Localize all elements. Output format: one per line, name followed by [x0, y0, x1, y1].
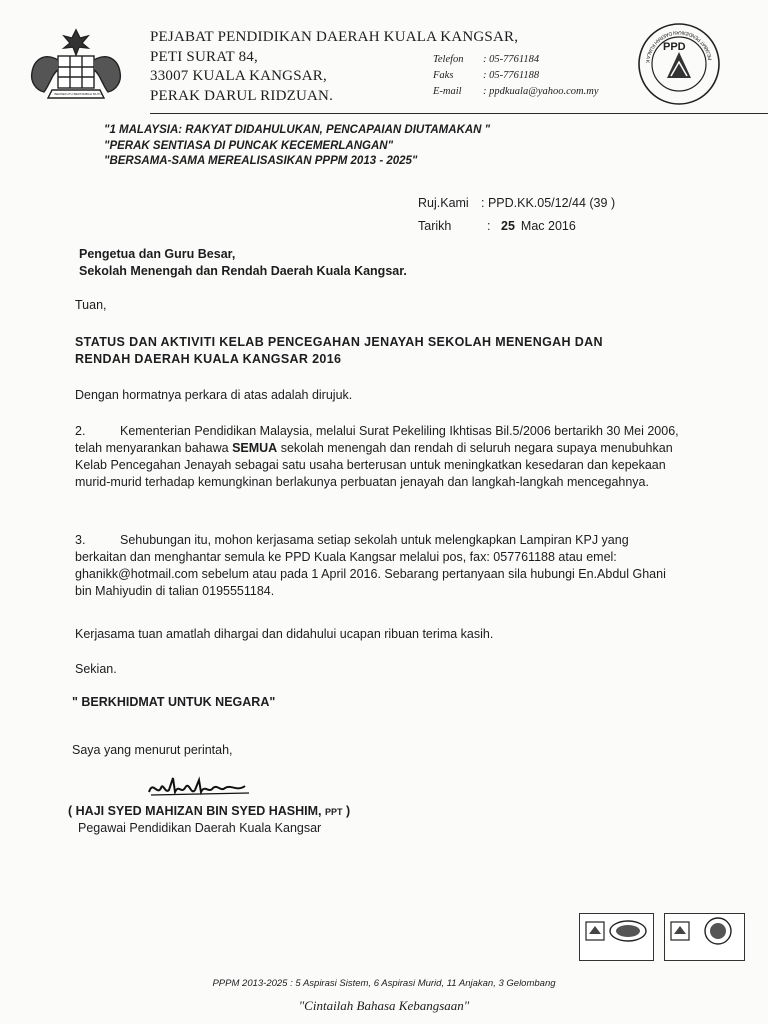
closing-sekian: Sekian.: [75, 662, 117, 676]
contact-label: E-mail: [433, 86, 462, 97]
date-separator: :: [487, 219, 491, 233]
contact-label: Telefon: [433, 54, 464, 65]
addressee-line: Pengetua dan Guru Besar,: [79, 247, 236, 261]
thanks-line: Kerjasama tuan amatlah dihargai dan didahului ucapan ribuan terima kasih.: [75, 627, 494, 641]
paragraph-3: [75, 532, 681, 600]
footer-slogan: "Cintailah Bahasa Kebangsaan": [298, 998, 470, 1013]
malaysia-crest-icon: [22, 26, 130, 106]
letter-subject: [75, 334, 681, 368]
addressee-line: Sekolah Menengah dan Rendah Daerah Kuala Kangsar.: [79, 263, 407, 278]
ppd-logo-ring-text: PEJABAT PENDIDIKAN DAERAH KUALA K: [643, 28, 714, 64]
office-line: PETI SURAT 84,: [150, 48, 258, 65]
reference-block: [418, 192, 615, 238]
contact-value: : ppdkuala@yahoo.com.my: [483, 86, 599, 97]
contact-phone: [433, 52, 599, 68]
signatory-name-text: ( HAJI SYED MAHIZAN BIN SYED HASHIM,: [68, 804, 322, 818]
paragraph-text: Kementerian Pendidikan Malaysia, melalui Surat Pekeliling Ikhtisas Bil.5/2006 bertarikh 30 Mei 2006, telah menyarankan bahawa: [75, 424, 679, 455]
reference-row: [418, 192, 615, 215]
paragraph-2: [75, 423, 681, 491]
certification-badge-2: [664, 913, 745, 961]
crest-motto: BERSEKUTU BERTAMBAH MUTU: [54, 92, 102, 96]
saya-line: Saya yang menurut perintah,: [72, 743, 233, 757]
motto-line: "BERSAMA-SAMA MEREALISASIKAN PPPM 2013 - 2025": [104, 155, 418, 167]
paragraph-number: 3.: [75, 533, 86, 547]
contact-label: Faks: [433, 70, 454, 81]
motto-line: "1 MALAYSIA: RAKYAT DIDAHULUKAN, PENCAPAIAN DIUTAMAKAN ": [104, 124, 491, 136]
paragraph-number: 2.: [75, 424, 86, 438]
contact-value: : 05-7761188: [483, 70, 540, 81]
service-slogan: " BERKHIDMAT UNTUK NEGARA": [72, 695, 276, 709]
motto-line: "PERAK SENTIASA DI PUNCAK KECEMERLANGAN": [104, 139, 394, 152]
date-day: 25: [501, 219, 515, 233]
date-row: [418, 215, 615, 238]
paragraph-text: sekolah menengah dan rendah di seluruh negara supaya menubuhkan Kelab Pencegahan Jenayah sebagai satu usaha berterusan untuk meningkatkan kesedaran dan kepekaan murid-murid terhadap kemungkinan berlakunya perbuatan jenayah dan langkah-langkah mencegahnya.: [75, 441, 673, 489]
signature-icon: [145, 770, 255, 802]
subject-line: STATUS DAN AKTIVITI KELAB PENCEGAHAN JENAYAH SEKOLAH MENENGAH DAN: [75, 335, 603, 349]
footer-aspirasi: PPPM 2013-2025 : 5 Aspirasi Sistem, 6 Aspirasi Murid, 11 Anjakan, 3 Gelombang: [212, 978, 556, 989]
header-divider: [150, 113, 768, 114]
office-line: PEJABAT PENDIDIKAN DAERAH KUALA KANGSAR,: [150, 29, 519, 45]
ppd-logo-icon: [637, 22, 721, 106]
date-month-year: Mac 2016: [520, 219, 576, 233]
office-line: PERAK DARUL RIDZUAN.: [150, 87, 334, 104]
contact-email: [433, 84, 599, 100]
motto-block: [104, 123, 490, 170]
paragraph-text: Sehubungan itu, mohon kerjasama setiap sekolah untuk melengkapkan Lampiran KPJ yang berkaitan dan menghantar semula ke PPD Kuala Kangsar melalui pos, fax: 057761188 atau emel: ghanikk@hotmail.com sebelum atau pada 1 April 2016. Sebarang pertanyaan sila hubungi En.Abdul Ghani bin Mahiyudin di talian 0195551184.: [75, 533, 666, 598]
salutation: Tuan,: [75, 298, 107, 312]
office-line: 33007 KUALA KANGSAR,: [150, 68, 327, 84]
signatory-close: ): [345, 804, 351, 818]
addressee: [79, 246, 407, 279]
signatory-honor: PPT: [324, 807, 343, 817]
certification-badge-1: [579, 913, 654, 961]
reference-label: Ruj.Kami: [418, 196, 469, 210]
ppd-logo-text: PPD: [663, 41, 686, 53]
signatory-name: [68, 804, 350, 818]
signatory-title: Pegawai Pendidikan Daerah Kuala Kangsar: [78, 821, 322, 835]
subject-line: RENDAH DAERAH KUALA KANGSAR 2016: [75, 352, 342, 366]
contact-block: [433, 52, 599, 100]
contact-value: : 05-7761184: [483, 54, 540, 65]
date-label: Tarikh: [418, 219, 452, 233]
paragraph-emphasis: SEMUA: [232, 441, 278, 455]
contact-fax: [433, 68, 599, 84]
reference-value: : PPD.KK.05/12/44 (39 ): [481, 196, 616, 210]
opening-line: Dengan hormatnya perkara di atas adalah dirujuk.: [75, 388, 353, 402]
